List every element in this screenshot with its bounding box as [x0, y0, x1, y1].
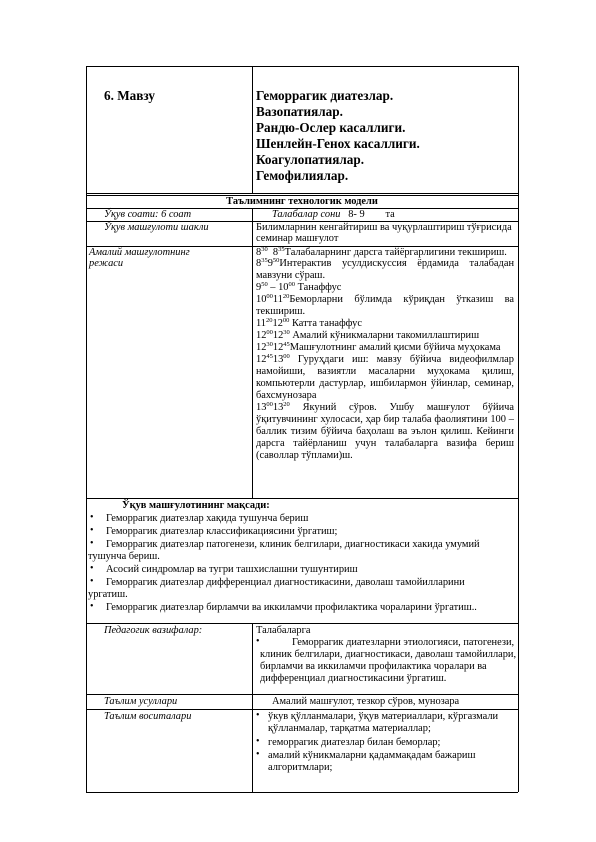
goals-title: Ўқув машғулотининг мақсади:	[122, 500, 270, 511]
form-label: Ўқув машғулоти шакли	[104, 222, 209, 233]
form-value-2: семинар машғулот	[256, 233, 339, 244]
topic-label: 6. Мавзу	[104, 88, 155, 103]
goal-item-4: Асосий синдромлар ва тугри ташхислашни тушунтириш	[106, 564, 358, 575]
students-label: Талабалар сони	[272, 209, 341, 220]
pedagogic-task-1: Геморрагик диатезларни этиологияси, патогенези,	[292, 637, 515, 648]
bullet-icon: •	[90, 512, 94, 523]
schedule-item-4: $10^{00}11^{20}Беморларни$ бўлимда кўриқдан ўтказиш ва	[256, 293, 514, 305]
goal-item-5-cont: ургатиш.	[88, 589, 128, 600]
bullet-icon: •	[256, 710, 260, 721]
goal-item-3: Геморрагик диатезлар патогенези, клиник белгилари, диагностикаси хакида умумий	[106, 539, 480, 550]
schedule-item-6: $12^{00}12^{30}$ Амалий кўникмаларни такомиллаштириш	[256, 329, 480, 341]
goal-item-6: Геморрагик диатезлар бирламчи ва иккиламчи профилактика чораларини ўргатиш..	[106, 602, 477, 613]
schedule-item-9-cont-2: баллик тизим бўйича баҳолаш ва эълон қилиш. Кейинги	[256, 426, 514, 437]
tool-item-3: амалий кўникмаларни қадаммақадам бажариш	[268, 750, 476, 761]
bullet-icon: •	[256, 749, 260, 760]
schedule-item-8-cont-1: намойиши, вазиятли масаларни муҳокама қилиш,	[256, 366, 514, 377]
model-header: Таълимнинг технологик модели	[226, 196, 378, 207]
students-count	[272, 209, 395, 221]
schedule-item-3: $9^{50} - 10^{00}$ Танаффус	[256, 281, 342, 293]
schedule-item-2: $8^{35}9^{50}Интерактив$ усулдискуссия ёрдамида талабадан	[256, 257, 514, 269]
topic-title-3: Рандю-Ослер касаллиги.	[256, 120, 406, 135]
pedagogic-task-4: дифференциал диагностикасини ўргатиш.	[260, 673, 447, 684]
topic-title-6: Гемофилиялар.	[256, 168, 349, 183]
schedule-item-7: $12^{30}12^{45}Машғулотнинг$ амалий қисми бўйича муҳокама	[256, 341, 501, 353]
tool-item-3-cont: алгоритмлари;	[268, 762, 333, 773]
tools-label: Таълим воситалари	[104, 711, 192, 722]
bullet-icon: •	[90, 601, 94, 612]
schedule-item-2-cont: мавзуни сўраш.	[256, 270, 326, 281]
study-time-label: Ўқув соати: 6 соат	[104, 209, 192, 220]
pedagogic-label: Педагогик вазифалар:	[104, 625, 203, 636]
tool-item-2: геморрагик диатезлар билан беморлар;	[268, 737, 441, 748]
bullet-icon: •	[256, 636, 260, 647]
pedagogic-task-2: клиник белгилари, диагностикаси, даволаш тамойиллари,	[260, 649, 517, 660]
bullet-icon: •	[256, 736, 260, 747]
students-value: 8- 9	[348, 209, 365, 220]
topic-title-4: Шенлейн-Генох касаллиги.	[256, 136, 420, 151]
regime-label-1: Амалий машғулотнинг	[89, 247, 190, 258]
goal-item-5: Геморрагик диатезлар дифференциал диагностикасини, даволаш тамойилларини	[106, 577, 465, 588]
schedule-item-9: $13^{00}13^{20}$ Якуний сўров. Ушбу машғулот бўйича	[256, 401, 514, 413]
pedagogic-intro: Талабаларга	[256, 625, 311, 636]
schedule-item-1: $8^{30}$ $8^{35}Талабаларнинг$ дарсга тайёргарлигини текшириш.	[256, 246, 507, 258]
goal-item-3-cont: тушунча бериш.	[88, 551, 160, 562]
schedule-item-8: $12^{45}13^{00}$ Гуруҳдаги иш: мавзу бўйича видеофилмлар	[256, 353, 514, 365]
form-value-1: Билимларнин кенгайтириш ва чуқурлаштириш тўғрисида	[256, 222, 512, 233]
pedagogic-task-3: бирламчи ва иккиламчи профилактика чоралари ва	[260, 661, 487, 672]
goal-item-1: Геморрагик диатезлар хақида тушунча бериш	[106, 513, 309, 524]
methods-label: Таълим усуллари	[104, 696, 178, 707]
students-unit: та	[385, 209, 395, 220]
schedule-item-5: $11^{20}12^{00}$ Катта танаффус	[256, 317, 362, 329]
topic-title-2: Вазопатиялар.	[256, 104, 343, 119]
topic-title-5: Коагулопатиялар.	[256, 152, 365, 167]
methods-value: Амалий машғулот, тезкор сўров, мунозара	[272, 696, 460, 707]
bullet-icon: •	[90, 563, 94, 574]
bullet-icon: •	[90, 576, 94, 587]
schedule-item-8-cont-3: бахсмунозара	[256, 390, 317, 401]
schedule-item-9-cont-1: ўқитувчининг хулосаси, ҳар бир талаба фаолиятини 100 –	[256, 414, 514, 425]
topic-title-1: Геморрагик диатезлар.	[256, 88, 394, 103]
schedule-item-9-cont-3: дарсга тайёрланиш учун талабаларга вазифа бериш	[256, 438, 514, 449]
tool-item-1-cont: қўлланмалар, тарқатма материаллар;	[268, 723, 431, 734]
tool-item-1: ўкув қўлланмалари, ўқув материаллари, кўргазмали	[268, 711, 499, 722]
schedule-item-9-cont-4: (саволлар тўплами)ш.	[256, 450, 353, 461]
bullet-icon: •	[90, 538, 94, 549]
schedule-item-4-cont: текшириш.	[256, 306, 306, 317]
schedule-item-8-cont-2: компьютерли дастурлар, ишбилармон ўйинлар, семинар,	[256, 378, 514, 389]
goal-item-2: Геморрагик диатезлар классификациясини ўргатиш;	[106, 526, 338, 537]
bullet-icon: •	[90, 525, 94, 536]
regime-label-2: режаси	[89, 258, 124, 269]
